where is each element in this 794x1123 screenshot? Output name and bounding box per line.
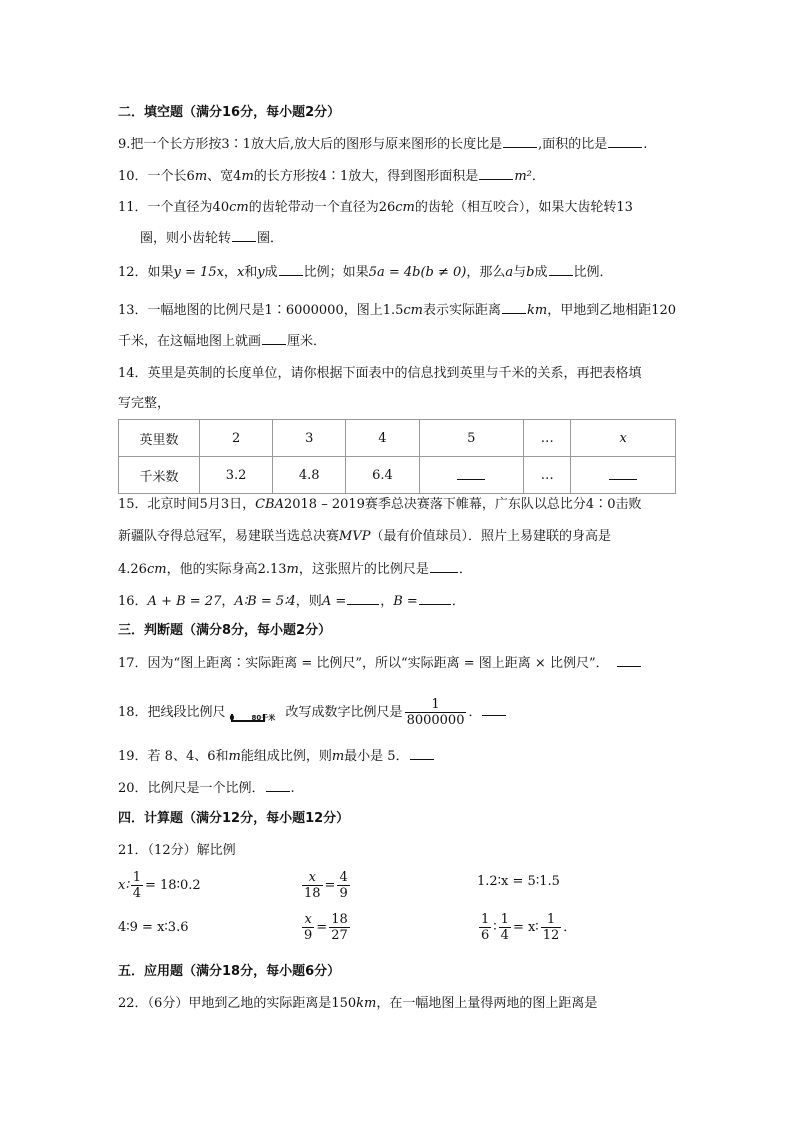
answer-blank[interactable] <box>266 779 290 792</box>
question-9: 9.把一个长方形按3∶1放大后,放大后的图形与原来图形的长度比是 ,面积的比是 . <box>118 137 648 152</box>
section-true-false-heading: 三．判断题（满分8分，每小题2分） <box>118 623 332 638</box>
question-22: 22．（6分）甲地到乙地的实际距离是150km，在一幅地图上量得两地的图上距离是 <box>118 996 598 1011</box>
table-cell: 4 <box>346 420 419 457</box>
question-21: 21．（12分）解比例 <box>118 843 236 858</box>
question-17: 17．因为“图上距离∶实际距离 = 比例尺”，所以“实际距离 = 图上距离 × 比例尺”． <box>118 654 642 673</box>
question-18: 18．把线段比例尺 0 80千米 改写成数字比例尺是 $\frac{1}{8000000}$ ． <box>118 696 507 730</box>
answer-blank[interactable] <box>609 467 637 480</box>
answer-blank[interactable] <box>262 332 286 345</box>
question-14: 14．英里是英制的长度单位，请你根据下面表中的信息找到英里与千米的关系，再把表格填 <box>118 366 642 381</box>
question-10: 10．一个长6m、宽4m的长方形按4∶1放大，得到图形面积是 m²． <box>118 169 545 184</box>
question-19: 19．若 8、4、6和m能组成比例，则m最小是 5． <box>118 747 435 766</box>
table-cell: 3 <box>273 420 346 457</box>
answer-blank[interactable] <box>482 703 506 716</box>
table-cell[interactable] <box>571 457 676 494</box>
table-cell: x <box>571 420 676 457</box>
table-row <box>119 420 676 457</box>
equation-2: $\frac{x}{18}$ = $\frac{4}{9}$ <box>304 870 348 901</box>
answer-blank[interactable] <box>430 560 458 573</box>
table-cell: 4.8 <box>273 457 346 494</box>
equation-6: $\frac{1}{6}$ ∶ $\frac{1}{4}$ = x∶ $\frac{1}{12}$ ． <box>481 912 577 943</box>
question-12: 12．如果y = 15x，x和y成 比例；如果5a = 4b(b ≠ 0)，那么a与b成 比例． <box>118 265 613 280</box>
question-14-line-2: 写完整， <box>118 396 171 411</box>
answer-blank[interactable] <box>617 654 641 667</box>
answer-blank[interactable] <box>479 167 513 180</box>
question-13-line-2: 千米，在这幅地图上就画 厘米． <box>118 334 327 349</box>
table-cell: 6.4 <box>346 457 419 494</box>
fraction: $\frac{1}{8000000}$ <box>406 697 465 728</box>
table-cell: … <box>524 420 571 457</box>
answer-blank[interactable] <box>502 301 526 314</box>
answer-blank[interactable] <box>457 467 485 480</box>
section-calculation-heading: 四．计算题（满分12分，每小题12分） <box>118 811 350 826</box>
question-13: 13．一幅地图的比例尺是1∶6000000，图上1.5cm表示实际距离 km，甲地到乙地相距120 <box>118 303 677 318</box>
answer-blank[interactable] <box>347 592 379 605</box>
table-row <box>119 457 676 494</box>
question-16: 16．A + B = 27，A∶B = 5∶4，则A = ，B = ． <box>118 594 465 609</box>
answer-blank[interactable] <box>503 135 537 148</box>
table-cell: 千米数 <box>119 457 200 494</box>
answer-blank[interactable] <box>279 263 303 276</box>
answer-blank[interactable] <box>410 747 434 760</box>
equation-4: 4∶9 = x∶3.6 <box>118 920 189 935</box>
equation-1: x∶ $\frac{1}{4}$ = 18∶0.2 <box>118 870 201 901</box>
question-15-line-2: 新疆队夺得总冠军，易建联当选总决赛MVP（最有价值球员）．照片上易建联的身高是 <box>118 529 611 544</box>
question-11: 11．一个直径为40cm的齿轮带动一个直径为26cm的齿轮（相互咬合），如果大齿轮转13 <box>118 200 633 215</box>
question-11-line-2: 圈，则小齿轮转 圈． <box>140 231 284 246</box>
table-cell: 英里数 <box>119 420 200 457</box>
question-15: 15．北京时间5月3日，CBA2018 – 2019赛季总决赛落下帷幕，广东队以总比分4∶0击败 <box>118 497 642 512</box>
mile-km-table <box>118 419 676 494</box>
table-cell: 2 <box>200 420 273 457</box>
question-20: 20．比例尺是一个比例． . <box>118 781 295 796</box>
table-cell: … <box>524 457 571 494</box>
answer-blank[interactable] <box>608 135 642 148</box>
table-cell: 3.2 <box>200 457 273 494</box>
question-15-line-3: 4.26cm，他的实际身高2.13m，这张照片的比例尺是 ． <box>118 562 472 577</box>
section-fill-in-heading: 二．填空题（满分16分，每小题2分） <box>118 105 341 120</box>
answer-blank[interactable] <box>419 592 451 605</box>
table-cell: 5 <box>419 420 524 457</box>
line-segment-scale-icon: 0 80千米 <box>229 713 276 722</box>
equation-5: $\frac{x}{9}$ = $\frac{18}{27}$ <box>304 912 348 943</box>
table-cell[interactable] <box>419 457 524 494</box>
equation-3: 1.2∶x = 5∶1.5 <box>477 874 560 889</box>
section-application-heading: 五．应用题（满分18分，每小题6分） <box>118 964 341 979</box>
answer-blank[interactable] <box>549 263 573 276</box>
answer-blank[interactable] <box>232 229 256 242</box>
